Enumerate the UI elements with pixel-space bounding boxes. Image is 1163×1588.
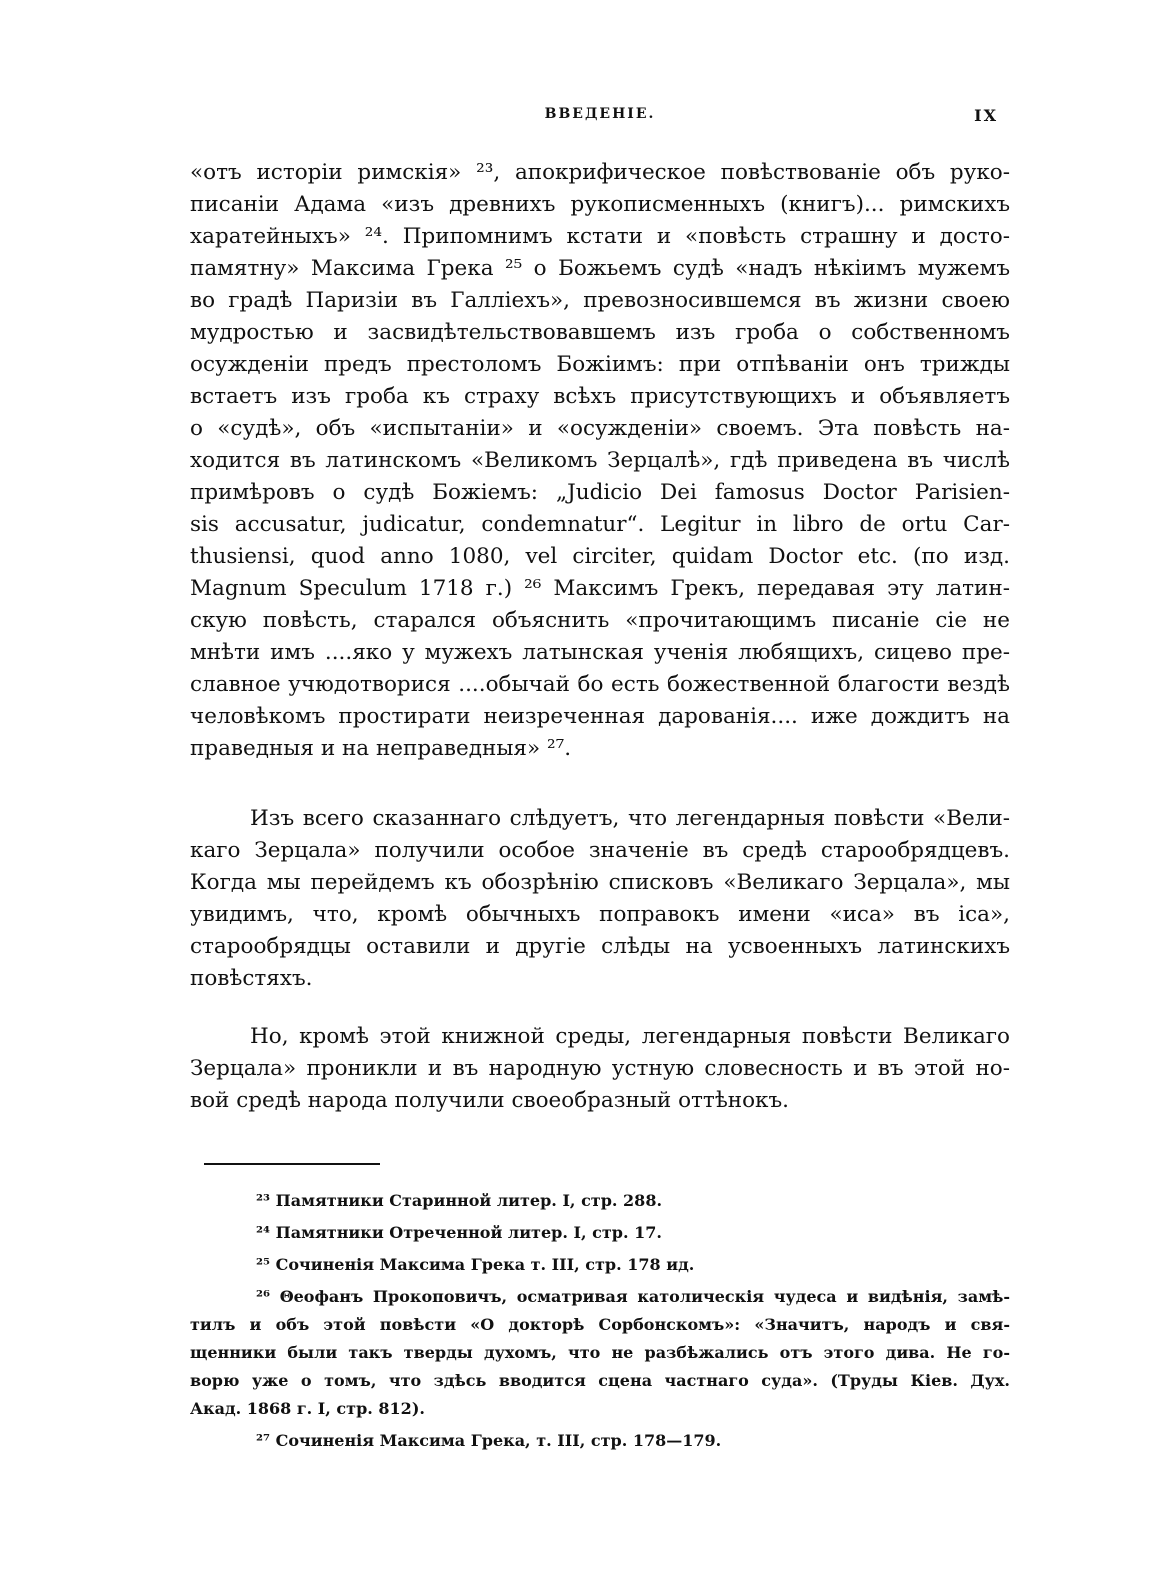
footnote: ²⁶ Θеофанъ Прокоповичъ, осматривая католическія чудеса и видѣнія, замѣ-: [256, 1287, 1010, 1306]
text-line: во градѣ Паризіи въ Галліехъ», превозносившемся въ жизни своею: [190, 288, 1010, 313]
text-line: Когда мы перейдемъ къ обозрѣнію списковъ «Великаго Зерцала», мы: [190, 870, 1010, 895]
text-line: памятну» Максима Грека ²⁵ о Божьемъ судѣ «надъ нѣкіимъ мужемъ: [190, 256, 1010, 281]
text-line: харатейныхъ» ²⁴. Припомнимъ кстати и «повѣсть страшну и досто-: [190, 224, 1010, 249]
footnote-continuation: щенники были такъ тверды духомъ, что не разбѣжались отъ этого дива. Не го-: [190, 1343, 1010, 1362]
text-line: «отъ исторіи римскія» ²³, апокрифическое повѣствованіе объ руко-: [190, 160, 1010, 185]
text-line: каго Зерцала» получили особое значеніе въ средѣ старообрядцевъ.: [190, 838, 1010, 863]
footnote-continuation: тилъ и объ этой повѣсти «О докторѣ Сорбонскомъ»: «Значитъ, народъ и свя-: [190, 1315, 1010, 1334]
text-line: осужденіи предъ престоломъ Божіимъ: при отпѣваніи онъ трижды: [190, 352, 1010, 377]
text-line: о «судѣ», объ «испытаніи» и «осужденіи» своемъ. Эта повѣсть на-: [190, 416, 1010, 441]
text-line: славное учюдотворися ....обычай бо есть божественной благости вездѣ: [190, 672, 1010, 697]
text-line: Зерцала» проникли и въ народную устную словесность и въ этой но-: [190, 1056, 1010, 1081]
footnote: ²³ Памятники Старинной литер. I, стр. 288.: [256, 1191, 663, 1210]
text-line: скую повѣсть, старался объяснить «прочитающимъ писаніе сіе не: [190, 608, 1010, 633]
text-line: Magnum Speculum 1718 г.) ²⁶ Максимъ Грекъ, передавая эту латин-: [190, 576, 1010, 601]
text-line: ходится въ латинскомъ «Великомъ Зерцалѣ», гдѣ приведена въ числѣ: [190, 448, 1010, 473]
footnote-continuation: ворю уже о томъ, что здѣсь вводится сцена частнаго суда». (Труды Кіев. Дух.: [190, 1371, 1010, 1390]
text-line: человѣкомъ простирати неизреченная дарованія.... иже дождитъ на: [190, 704, 1010, 729]
text-line: писаніи Адама «изъ древнихъ рукописменныхъ (книгъ)... римскихъ: [190, 192, 1010, 217]
footnote-continuation: Акад. 1868 г. I, стр. 812).: [190, 1399, 425, 1418]
text-line: повѣстяхъ.: [190, 966, 313, 991]
text-line: увидимъ, что, кромѣ обычныхъ поправокъ имени «иса» въ іса»,: [190, 902, 1010, 927]
text-line: старообрядцы оставили и другіе слѣды на усвоенныхъ латинскихъ: [190, 934, 1010, 959]
text-line: Изъ всего сказаннаго слѣдуетъ, что легендарныя повѣсти «Вели-: [250, 806, 1010, 831]
text-line: встаетъ изъ гроба къ страху всѣхъ присутствующихъ и объявляетъ: [190, 384, 1010, 409]
footnote: ²⁵ Сочиненія Максима Грека т. III, стр. 178 ид.: [256, 1255, 695, 1274]
text-line: праведныя и на неправедныя» ²⁷.: [190, 736, 572, 761]
footnote: ²⁴ Памятники Отреченной литер. I, стр. 17.: [256, 1223, 662, 1242]
running-header: [190, 106, 1010, 134]
chapter-title: ВВЕДЕНІЕ.: [544, 106, 656, 122]
text-line: мнѣти имъ ....яко у мужехъ латынская ученія любящихъ, сицево пре-: [190, 640, 1010, 665]
text-line: вой средѣ народа получили своеобразный оттѣнокъ.: [190, 1088, 790, 1113]
footnote-divider: [204, 1163, 380, 1165]
text-line: примѣровъ о судѣ Божіемъ: „Judicio Dei famosus Doctor Parisien-: [190, 480, 1010, 505]
text-line: thusiensi, quod anno 1080, vel circiter, quidam Doctor etc. (по изд.: [190, 544, 1010, 569]
text-line: Но, кромѣ этой книжной среды, легендарныя повѣсти Великаго: [250, 1024, 1010, 1049]
text-line: sis accusatur, judicatur, condemnatur“. Legitur in libro de ortu Car-: [190, 512, 1010, 537]
footnote: ²⁷ Сочиненія Максима Грека, т. III, стр. 178—179.: [256, 1431, 722, 1450]
page-number: IX: [974, 106, 998, 125]
text-line: мудростью и засвидѣтельствовавшемъ изъ гроба о собственномъ: [190, 320, 1010, 345]
